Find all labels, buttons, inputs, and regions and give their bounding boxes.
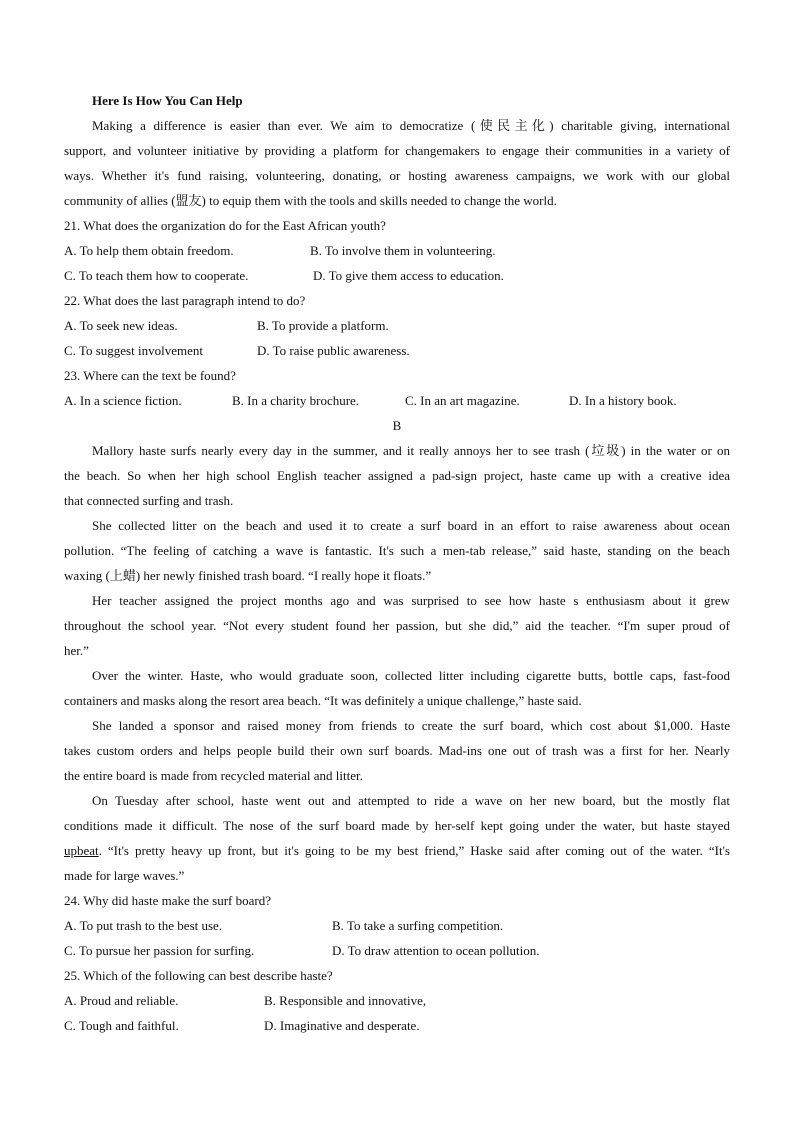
section-a-paragraph-line: Making a difference is easier than ever. We aim to democratize (使民主化) charitable giving, international	[92, 118, 730, 133]
section-b-paragraph-line: Her teacher assigned the project months ago and was surprised to see how haste s enthusiasm about it grew	[92, 593, 730, 608]
option-22-b: B. To provide a platform.	[257, 318, 389, 333]
question-22-options-row-1	[64, 313, 730, 338]
option-22-a: A. To seek new ideas.	[64, 318, 178, 333]
question-24-stem: 24. Why did haste make the surf board?	[64, 893, 271, 908]
question-24-options-row-1	[64, 913, 730, 938]
section-b-paragraph-line: On Tuesday after school, haste went out and attempted to ride a wave on her new board, but the mostly flat	[92, 793, 730, 808]
section-b-paragraph-line: the entire board is made from recycled material and litter.	[64, 768, 363, 783]
option-25-d: D. Imaginative and desperate.	[264, 1018, 420, 1033]
question-21-options-row-1	[64, 238, 730, 263]
option-24-d: D. To draw attention to ocean pollution.	[332, 943, 540, 958]
option-23-c: C. In an art magazine.	[405, 393, 520, 408]
option-25-b: B. Responsible and innovative,	[264, 993, 427, 1008]
question-25-options-row-2	[64, 1013, 730, 1038]
section-b-paragraph-line: her.”	[64, 643, 89, 658]
option-23-a: A. In a science fiction.	[64, 393, 182, 408]
option-25-c: C. Tough and faithful.	[64, 1018, 179, 1033]
option-21-a: A. To help them obtain freedom.	[64, 243, 234, 258]
section-b-paragraph-line: Mallory haste surfs nearly every day in the summer, and it really annoys her to see trash (垃圾) in the water or on	[92, 443, 730, 458]
section-b-paragraph-line: She landed a sponsor and raised money from friends to create the surf board, which cost about $1,000. Haste	[92, 718, 730, 733]
exam-page	[64, 88, 730, 1038]
option-24-c: C. To pursue her passion for surfing.	[64, 943, 255, 958]
section-b-paragraph-line: the beach. So when her high school English teacher assigned a pad-sign project, haste came up with a creative idea	[64, 468, 730, 483]
section-b-paragraph-line: takes custom orders and helps people build their own surf boards. Mad-ins one out of trash was a first for her. Nearly	[64, 743, 730, 758]
section-b-paragraph-line: pollution. “The feeling of catching a wave is fantastic. It's such a men-tab release,” said haste, standing on the beach	[64, 543, 730, 558]
option-22-d: D. To raise public awareness.	[257, 343, 410, 358]
section-b-paragraph-line: waxing (上蜡) her newly finished trash board. “I really hope it floats.”	[64, 568, 432, 583]
question-22-options-row-2	[64, 338, 730, 363]
option-21-d: D. To give them access to education.	[313, 268, 504, 283]
option-25-a: A. Proud and reliable.	[64, 993, 179, 1008]
section-b-paragraph-line: made for large waves.”	[64, 868, 185, 883]
section-b-paragraph-line: containers and masks along the resort area beach. “It was definitely a unique challenge,” haste said.	[64, 693, 582, 708]
section-b-paragraph-line	[64, 838, 730, 863]
section-b-label: B	[392, 418, 402, 433]
question-21-stem: 21. What does the organization do for the East African youth?	[64, 218, 386, 233]
section-b-paragraph-line: Over the winter. Haste, who would graduate soon, collected litter including cigarette butts, bottle caps, fast-food	[92, 668, 730, 683]
section-b-paragraph-line: throughout the school year. “Not every student found her passion, but she did,” aid the teacher. “I'm super proud of	[64, 618, 730, 633]
question-23-options-row	[64, 388, 730, 413]
section-b-paragraph-line: She collected litter on the beach and used it to create a surf board in an effort to raise awareness about ocean	[92, 518, 730, 533]
question-21-options-row-2	[64, 263, 730, 288]
question-24-options-row-2	[64, 938, 730, 963]
question-25-stem: 25. Which of the following can best describe haste?	[64, 968, 333, 983]
section-a-heading: Here Is How You Can Help	[92, 93, 243, 108]
question-25-options-row-1	[64, 988, 730, 1013]
question-23-stem: 23. Where can the text be found?	[64, 368, 236, 383]
option-23-b: B. In a charity brochure.	[232, 393, 360, 408]
question-22-stem: 22. What does the last paragraph intend to do?	[64, 293, 306, 308]
option-22-c: C. To suggest involvement	[64, 343, 203, 358]
option-23-d: D. In a history book.	[569, 393, 677, 408]
option-21-c: C. To teach them how to cooperate.	[64, 268, 249, 283]
section-a-paragraph-line: support, and volunteer initiative by providing a platform for changemakers to engage their communities in a variety of	[64, 143, 730, 158]
option-21-b: B. To involve them in volunteering.	[310, 243, 496, 258]
section-b-paragraph-line: conditions made it difficult. The nose of the surf board made by her-self kept going under the water, but haste stayed	[64, 818, 730, 833]
underlined-word-upbeat: upbeat	[64, 843, 99, 858]
section-a-paragraph-line: ways. Whether it's fund raising, volunteering, donating, or hosting awareness campaigns, we work with our global	[64, 168, 730, 183]
section-a-paragraph-line: community of allies (盟友) to equip them with the tools and skills needed to change the world.	[64, 193, 557, 208]
option-24-a: A. To put trash to the best use.	[64, 918, 223, 933]
section-b-paragraph-line: that connected surfing and trash.	[64, 493, 234, 508]
option-24-b: B. To take a surfing competition.	[332, 918, 504, 933]
paragraph-line-rest: . “It's pretty heavy up front, but it's going to be my best friend,” Haske said after coming out of the water. “It's	[98, 843, 730, 858]
